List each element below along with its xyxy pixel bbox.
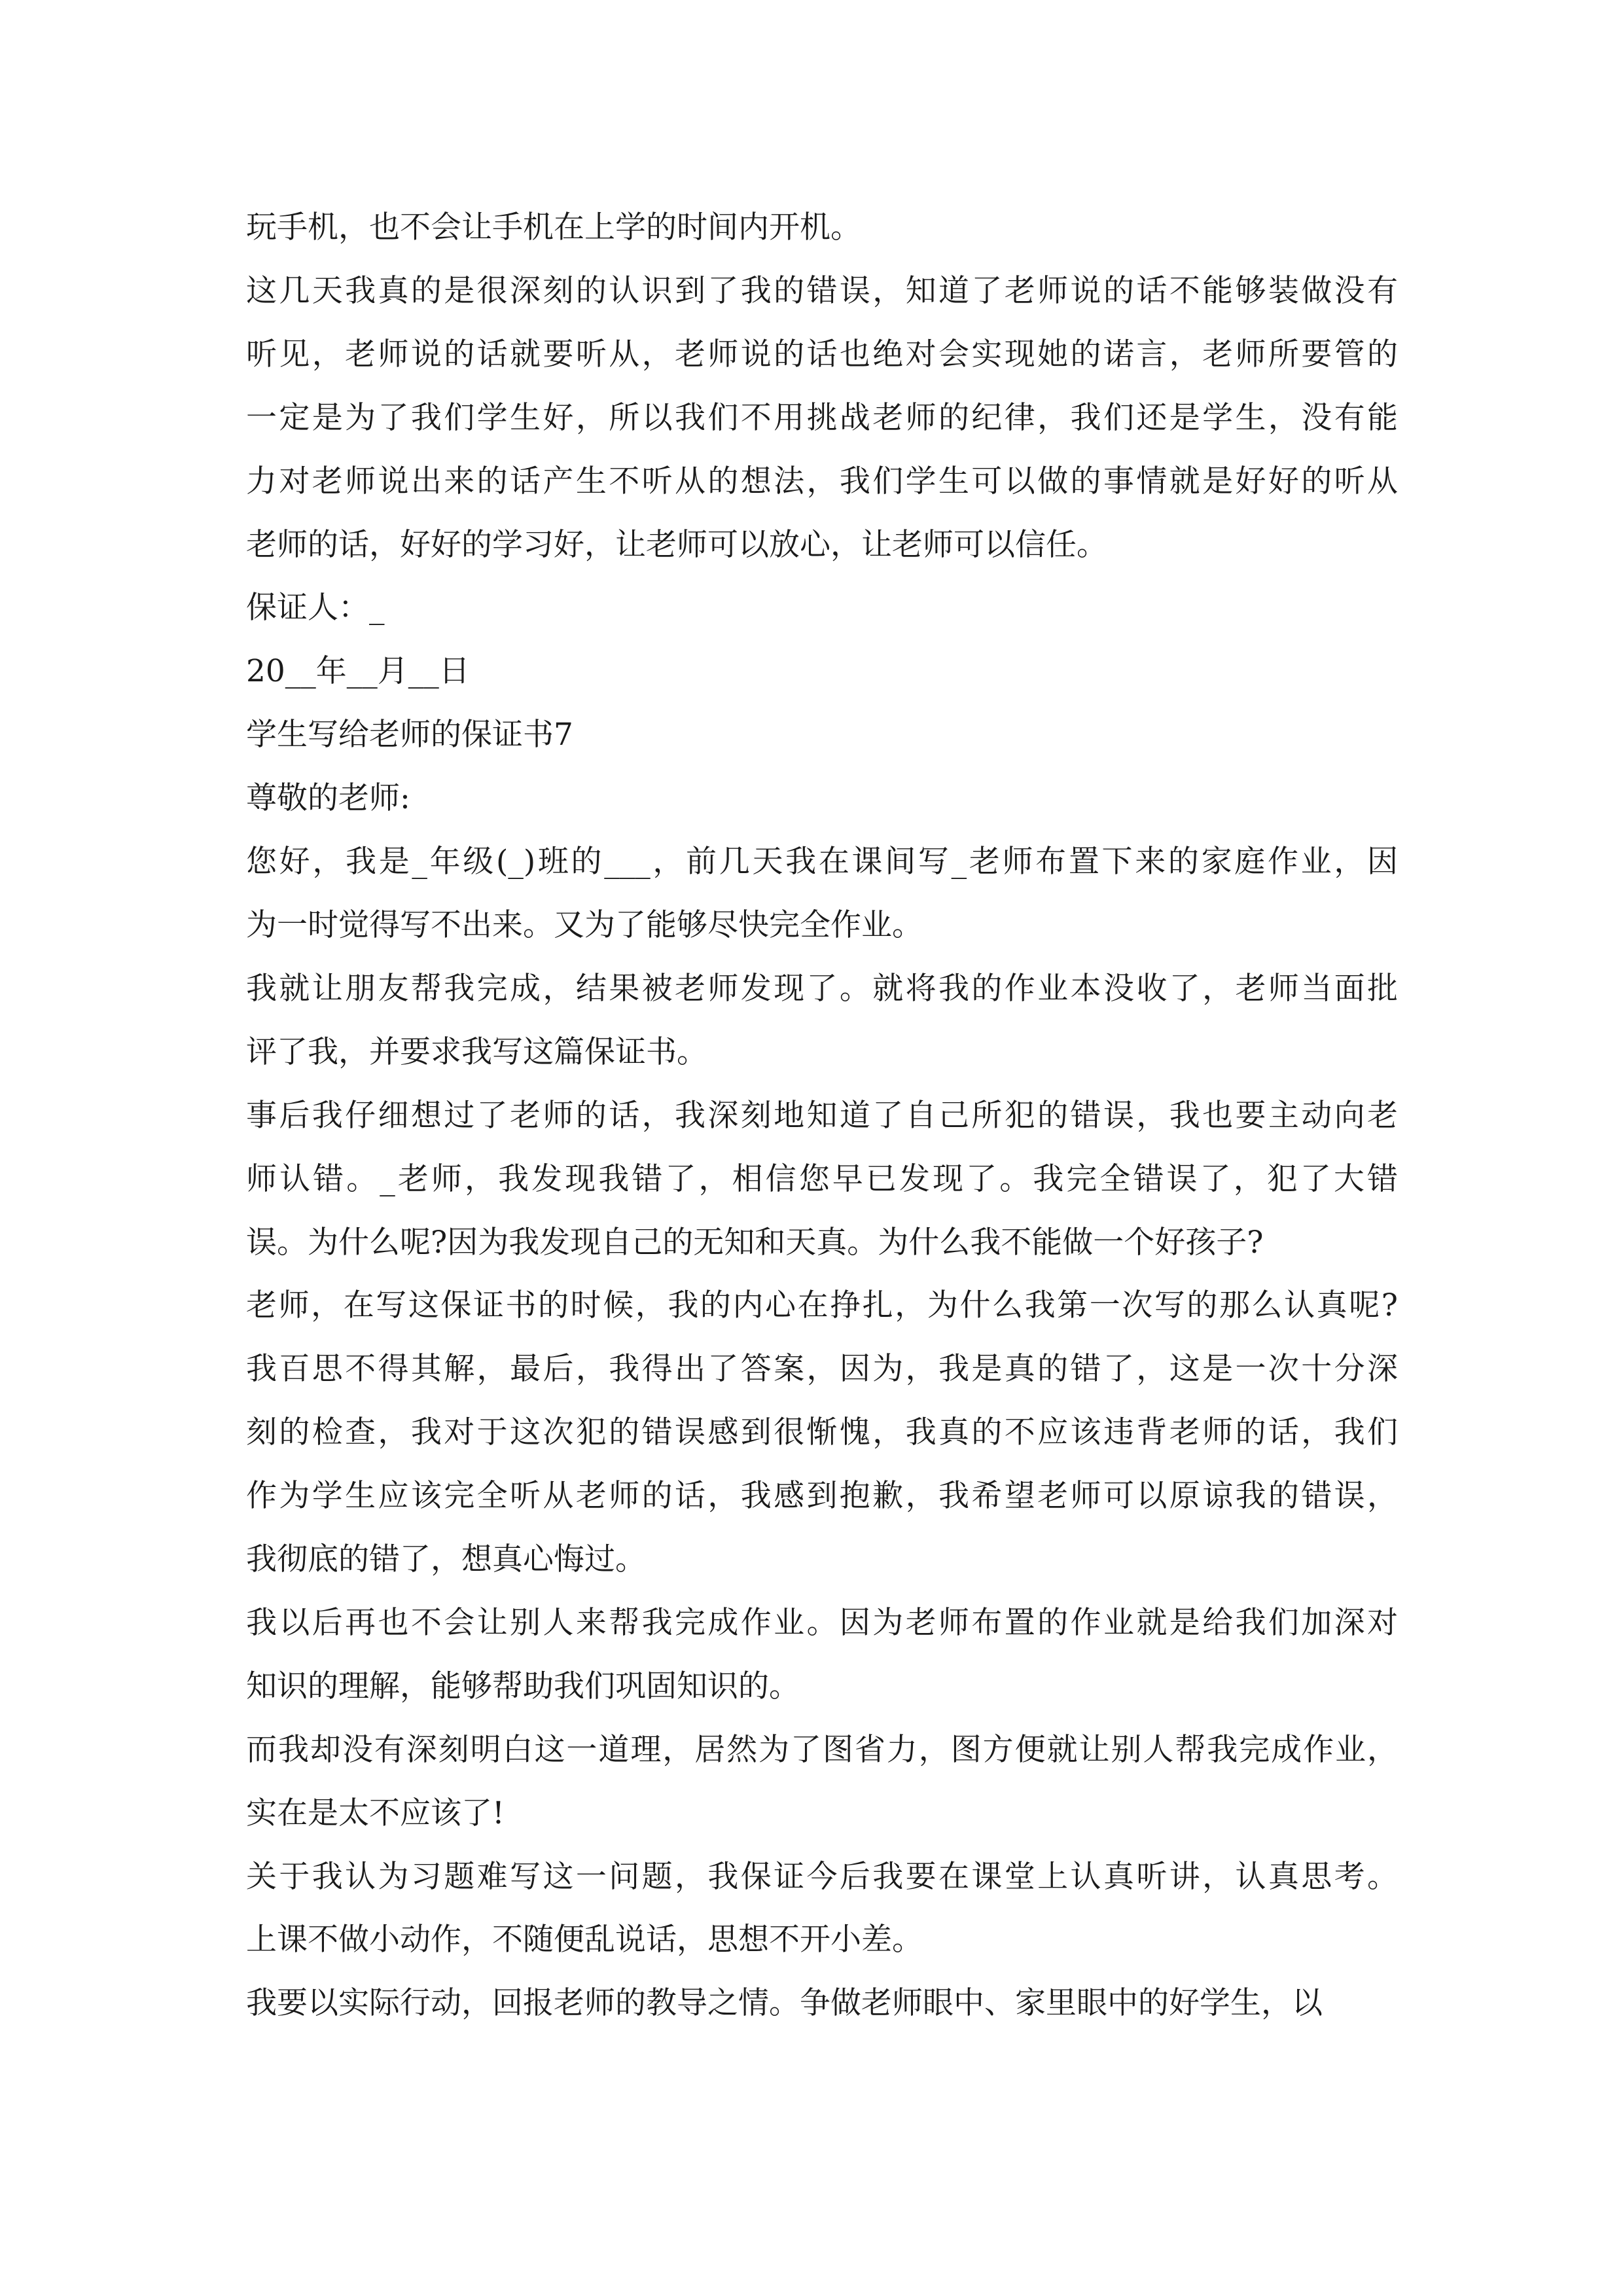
text-line: 您好，我是_年级(_)班的___，前几天我在课间写_老师布置下来的家庭作业，因 [246,844,1398,880]
text-line: 20__年__月__日 [246,653,470,690]
paragraph [246,577,1398,640]
paragraph [246,958,1398,1085]
paragraph [246,767,1398,831]
paragraph [246,1972,1398,2036]
text-line: 作为学生应该完全听从老师的话，我感到抱歉，我希望老师可以原谅我的错误， [246,1478,1398,1515]
text-line: 评了我，并要求我写这篇保证书。 [246,1033,707,1070]
paragraph [246,196,1398,260]
text-line: 玩手机，也不会让手机在上学的时间内开机。 [246,209,861,245]
text-line: 为一时觉得写不出来。又为了能够尽快完全作业。 [246,906,923,943]
text-line: 我百思不得其解，最后，我得出了答案，因为，我是真的错了，这是一次十分深 [246,1351,1398,1388]
text-line: 误。为什么呢?因为我发现自己的无知和天真。为什么我不能做一个好孩子? [246,1224,1264,1261]
paragraph [246,1719,1398,1846]
text-line: 师认错。_老师，我发现我错了，相信您早已发现了。我完全错误了，犯了大错 [246,1160,1398,1197]
text-line: 学生写给老师的保证书7 [246,717,573,753]
text-line: 这几天我真的是很深刻的认识到了我的错误，知道了老师说的话不能够装做没有 [246,272,1398,309]
text-line: 关于我认为习题难写这一问题，我保证今后我要在课堂上认真听讲，认真思考。 [246,1858,1398,1895]
text-line: 一定是为了我们学生好，所以我们不用挑战老师的纪律，我们还是学生，没有能 [246,399,1398,436]
text-line: 保证人：_ [246,590,385,626]
text-line: 力对老师说出来的话产生不听从的想法，我们学生可以做的事情就是好好的听从 [246,463,1398,499]
text-line: 实在是太不应该了! [246,1795,505,1831]
paragraph [246,1085,1398,1275]
text-line: 老师，在写这保证书的时候，我的内心在挣扎，为什么我第一次写的那么认真呢? [246,1287,1398,1324]
text-line: 尊敬的老师: [246,780,410,817]
paragraph [246,831,1398,958]
paragraph [246,1274,1398,1592]
text-line: 事后我仔细想过了老师的话，我深刻地知道了自己所犯的错误，我也要主动向老 [246,1097,1398,1134]
text-line: 上课不做小动作，不随便乱说话，思想不开小差。 [246,1922,923,1958]
text-line: 刻的检查，我对于这次犯的错误感到很惭愧，我真的不应该违背老师的话，我们 [246,1414,1398,1451]
text-line: 老师的话，好好的学习好，让老师可以放心，让老师可以信任。 [246,526,1107,563]
text-line: 我就让朋友帮我完成，结果被老师发现了。就将我的作业本没收了，老师当面批 [246,970,1398,1007]
paragraph [246,260,1398,577]
text-line: 我彻底的错了，想真心悔过。 [246,1541,646,1578]
text-line: 知识的理解，能够帮助我们巩固知识的。 [246,1668,800,1704]
text-line: 我要以实际行动，回报老师的教导之情。争做老师眼中、家里眼中的好学生，以 [246,1985,1323,2022]
paragraph [246,640,1398,704]
document-body [246,196,1398,2036]
text-line: 听见，老师说的话就要听从，老师说的话也绝对会实现她的诺言，老师所要管的 [246,336,1398,372]
paragraph [246,704,1398,767]
text-line: 我以后再也不会让别人来帮我完成作业。因为老师布置的作业就是给我们加深对 [246,1604,1398,1641]
paragraph [246,1846,1398,1973]
paragraph [246,1592,1398,1719]
text-line: 而我却没有深刻明白这一道理，居然为了图省力，图方便就让别人帮我完成作业， [246,1731,1398,1768]
